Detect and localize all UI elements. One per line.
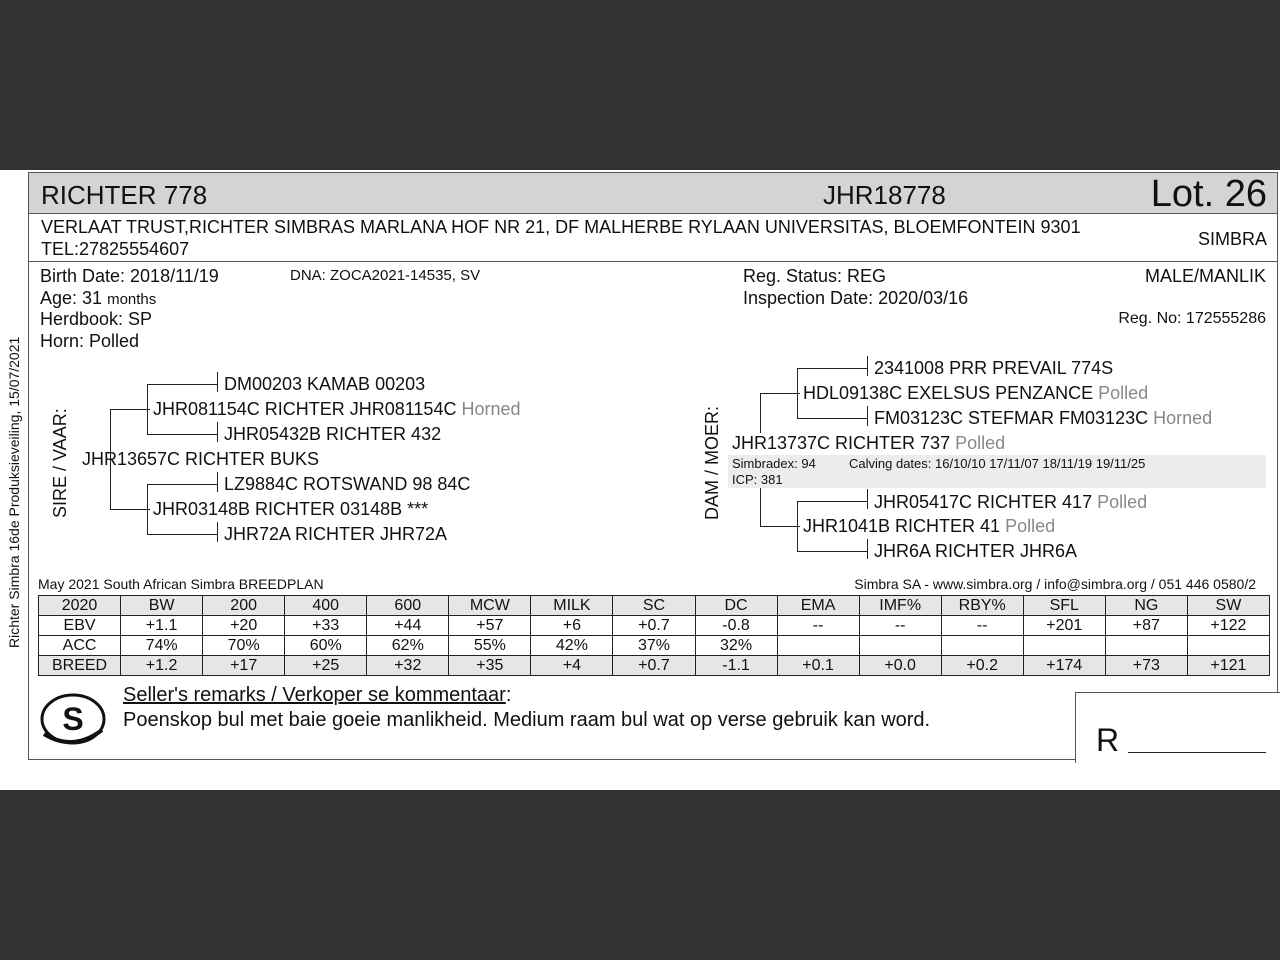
sire-sire-sire: DM00203 KAMAB 00203 <box>224 374 426 394</box>
remarks-heading-colon: : <box>505 684 512 706</box>
animal-name: RICHTER 778 <box>41 180 208 210</box>
ebv-header-row <box>39 596 1270 616</box>
ebv-cell: EBV <box>39 616 121 636</box>
ebv-cell <box>777 636 859 656</box>
ebv-column-header: SW <box>1187 596 1269 616</box>
ebv-column-header: NG <box>1105 596 1187 616</box>
sire-sire-name: JHR081154C RICHTER JHR081154C <box>153 399 457 419</box>
ebv-column-header: SC <box>613 596 695 616</box>
ebv-column-header: DC <box>695 596 777 616</box>
reg-status: Reg. Status: REG <box>743 266 887 286</box>
dam-connector <box>867 489 868 509</box>
side-caption: Richter Simbra 16de Produksieveiling, 15/07/2021 <box>6 336 22 648</box>
ebv-cell: ACC <box>39 636 121 656</box>
dam-dam-dam: JHR6A RICHTER JHR6A <box>874 541 1078 561</box>
ebv-cell: +0.2 <box>941 656 1023 676</box>
ebv-cell: +44 <box>367 616 449 636</box>
ebv-cell: +57 <box>449 616 531 636</box>
sire-connector <box>147 534 218 535</box>
sire-label: SIRE / VAAR: <box>50 408 70 518</box>
ebv-cell: 74% <box>121 636 203 656</box>
dam-connector <box>797 501 798 552</box>
sire-connector <box>147 384 148 435</box>
ebv-cell: 70% <box>203 636 285 656</box>
calving-dates: Calving dates: 16/10/10 17/11/07 18/11/19 19/11/25 <box>849 456 1146 471</box>
dam <box>732 433 1005 454</box>
dam-dam-sire-horn: Polled <box>1097 492 1148 512</box>
sire-connector <box>110 509 150 510</box>
ebv-cell: -- <box>859 616 941 636</box>
dam-connector <box>867 539 868 559</box>
ebv-cell: 62% <box>367 636 449 656</box>
ebv-cell: 55% <box>449 636 531 656</box>
sire-connector <box>147 434 218 435</box>
ebv-cell: -- <box>941 616 1023 636</box>
dam-label: DAM / MOER: <box>702 405 722 520</box>
ebv-cell: +174 <box>1023 656 1105 676</box>
sire-connector <box>217 522 218 542</box>
ebv-column-header: 2020 <box>39 596 121 616</box>
ebv-cell: 60% <box>285 636 367 656</box>
sire: JHR13657C RICHTER BUKS <box>82 449 320 469</box>
lot-number: Lot. 26 <box>1150 173 1267 215</box>
dam-connector <box>797 551 868 552</box>
header-bar <box>28 172 1278 214</box>
ebv-column-header: MCW <box>449 596 531 616</box>
dam-sire-name: HDL09138C EXELSUS PENZANCE <box>803 383 1094 403</box>
ebv-cell: 42% <box>531 636 613 656</box>
dam-dam-name: JHR1041B RICHTER 41 <box>803 516 1001 536</box>
age-value: Age: 31 <box>40 288 103 308</box>
ebv-cell <box>1187 636 1269 656</box>
dam-dam-sire <box>874 492 1147 513</box>
ebv-column-header: RBY% <box>941 596 1023 616</box>
ebv-cell: +6 <box>531 616 613 636</box>
dam-sire-horn: Polled <box>1098 383 1149 403</box>
simbra-logo-icon <box>38 690 108 748</box>
ebv-column-header: MILK <box>531 596 613 616</box>
ebv-cell: +33 <box>285 616 367 636</box>
lot-card <box>0 170 1280 790</box>
logo-letter: S <box>62 701 84 737</box>
price-label[interactable]: R <box>1096 722 1120 758</box>
sire-sire-dam: JHR05432B RICHTER 432 <box>224 424 442 444</box>
ebv-row-acc <box>39 636 1270 656</box>
ebv-column-header: 200 <box>203 596 285 616</box>
owner-address: VERLAAT TRUST,RICHTER SIMBRAS MARLANA HOF NR 21, DF MALHERBE RYLAAN UNIVERSITAS, BLOEMFONTEIN 9301 <box>41 217 1081 237</box>
ebv-cell: +20 <box>203 616 285 636</box>
sire-connector <box>217 422 218 442</box>
dam-connector <box>797 418 868 419</box>
dam-connector <box>760 488 761 526</box>
dam-horn: Polled <box>955 433 1006 453</box>
animal-id: JHR18778 <box>823 180 946 210</box>
dam-connector <box>760 393 761 433</box>
dam-dam <box>803 516 1055 537</box>
ebv-column-header: EMA <box>777 596 859 616</box>
dam-connector <box>760 393 800 394</box>
ebv-column-header: 600 <box>367 596 449 616</box>
ebv-cell: +0.0 <box>859 656 941 676</box>
ebv-row-breed <box>39 656 1270 676</box>
ebv-cell: +201 <box>1023 616 1105 636</box>
ebv-cell: +0.7 <box>613 656 695 676</box>
ebv-cell: -- <box>777 616 859 636</box>
ebv-cell: +0.7 <box>613 616 695 636</box>
ebv-cell: -1.1 <box>695 656 777 676</box>
dam-sire <box>803 383 1148 404</box>
herdbook: Herdbook: SP <box>40 309 153 329</box>
ebv-cell: 37% <box>613 636 695 656</box>
remarks-text: Poenskop bul met baie goeie manlikheid. Medium raam bul wat op verse gebruik kan word. <box>123 709 931 731</box>
ebv-cell: +1.1 <box>121 616 203 636</box>
ebv-table <box>38 595 1270 676</box>
inspection-date: Inspection Date: 2020/03/16 <box>743 288 969 308</box>
ebv-cell: +25 <box>285 656 367 676</box>
dam-connector <box>760 526 800 527</box>
sire-connector <box>147 384 218 385</box>
dam-sire-sire: 2341008 PRR PREVAIL 774S <box>874 358 1114 378</box>
sire-connector <box>217 372 218 392</box>
sire-connector <box>110 409 150 410</box>
sire-connector <box>147 484 148 535</box>
dna-info: DNA: ZOCA2021-14535, SV <box>290 267 481 284</box>
ebv-cell <box>859 636 941 656</box>
age <box>40 288 156 309</box>
ebv-row-ebv <box>39 616 1270 636</box>
ebv-cell: 32% <box>695 636 777 656</box>
ebv-cell: +121 <box>1187 656 1269 676</box>
breedplan-title: May 2021 South African Simbra BREEDPLAN <box>38 576 324 592</box>
sire-dam-sire: LZ9884C ROTSWAND 98 84C <box>224 474 471 494</box>
dam-sire-dam <box>874 408 1212 429</box>
owner-block <box>28 214 1278 262</box>
sex: MALE/MANLIK <box>1144 266 1266 286</box>
ebv-cell: +0.1 <box>777 656 859 676</box>
ebv-cell <box>1023 636 1105 656</box>
ebv-cell: +32 <box>367 656 449 676</box>
ebv-cell: +35 <box>449 656 531 676</box>
breedplan-contact: Simbra SA - www.simbra.org / info@simbra.org / 051 446 0580/2 <box>854 576 1256 592</box>
price-line[interactable] <box>1128 752 1266 753</box>
dam-sire-dam-horn: Horned <box>1153 408 1213 428</box>
ebv-cell: -0.8 <box>695 616 777 636</box>
dam-connector <box>867 406 868 426</box>
birth-date: Birth Date: 2018/11/19 <box>40 266 219 286</box>
dam-sire-dam-name: FM03123C STEFMAR FM03123C <box>874 408 1149 428</box>
ebv-cell: +17 <box>203 656 285 676</box>
ebv-column-header: BW <box>121 596 203 616</box>
dam-connector <box>797 501 868 502</box>
ebv-cell: BREED <box>39 656 121 676</box>
breed-name: SIMBRA <box>1197 229 1267 249</box>
owner-phone: TEL:27825554607 <box>41 239 190 259</box>
ebv-cell: +87 <box>1105 616 1187 636</box>
dam-dam-horn: Polled <box>1005 516 1056 536</box>
ebv-column-header: SFL <box>1023 596 1105 616</box>
sire-sire <box>153 399 521 420</box>
remarks-heading-text: Seller's remarks / Verkoper se kommentaar <box>123 684 506 706</box>
dam-connector <box>797 368 868 369</box>
sire-dam: JHR03148B RICHTER 03148B *** <box>153 499 429 519</box>
ebv-column-header: 400 <box>285 596 367 616</box>
dam-dam-sire-name: JHR05417C RICHTER 417 <box>874 492 1093 512</box>
icp: ICP: 381 <box>732 472 783 487</box>
sire-dam-dam: JHR72A RICHTER JHR72A <box>224 524 448 544</box>
simbradex: Simbradex: 94 <box>732 456 816 471</box>
reg-number: Reg. No: 172555286 <box>1118 310 1266 327</box>
ebv-cell <box>1105 636 1187 656</box>
dam-name: JHR13737C RICHTER 737 <box>732 433 951 453</box>
ebv-cell: +4 <box>531 656 613 676</box>
sire-sire-horn: Horned <box>461 399 521 419</box>
ebv-cell <box>941 636 1023 656</box>
remarks-heading <box>123 684 511 707</box>
sire-connector <box>217 472 218 492</box>
ebv-cell: +122 <box>1187 616 1269 636</box>
ebv-cell: +1.2 <box>121 656 203 676</box>
dam-connector <box>867 356 868 376</box>
age-unit: months <box>107 291 157 308</box>
sire-connector <box>147 484 218 485</box>
ebv-cell: +73 <box>1105 656 1187 676</box>
ebv-column-header: IMF% <box>859 596 941 616</box>
horn-status: Horn: Polled <box>40 331 140 351</box>
